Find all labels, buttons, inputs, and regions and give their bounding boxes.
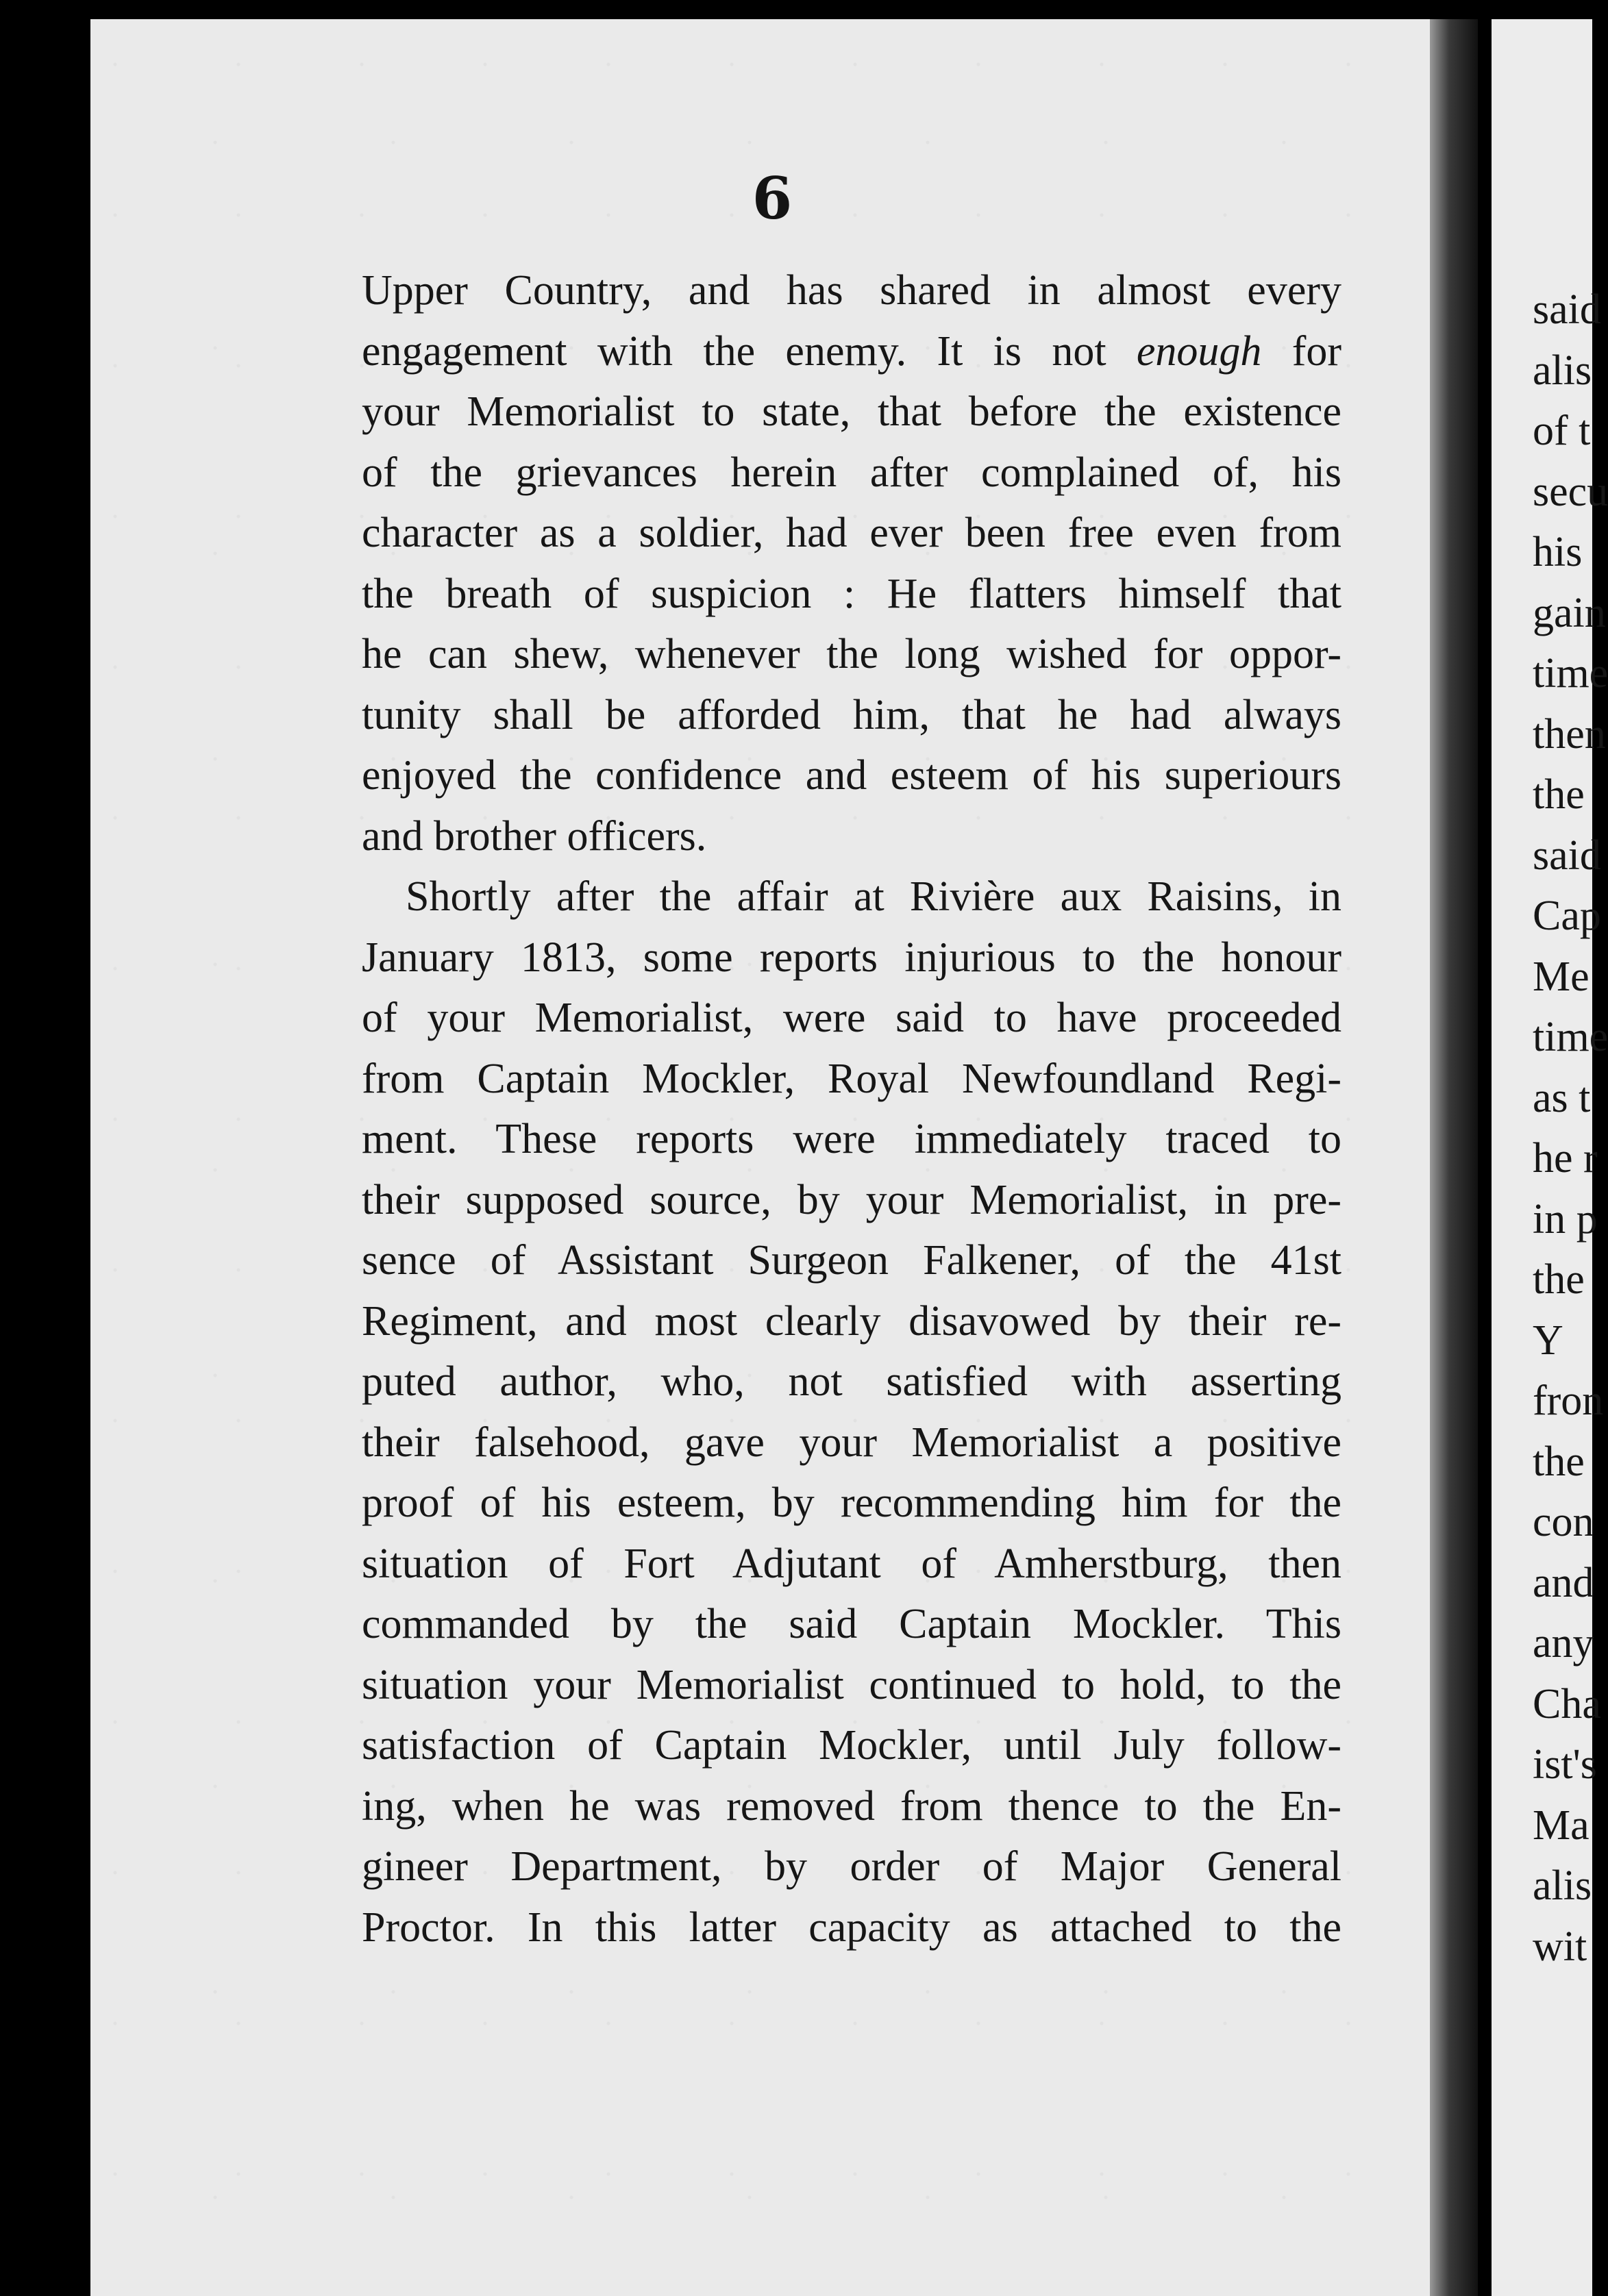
text-line: enjoyed the confidence and esteem of his superiours (362, 752, 1341, 799)
text-line: satisfaction of Captain Mockler, until July follow- (362, 1722, 1341, 1769)
page-number: 6 (752, 164, 793, 232)
text-line: engagement with the enemy. It is not enough for (362, 327, 1341, 375)
facing-line: gain (1533, 589, 1606, 636)
text-line: Shortly after the affair at Rivière aux Raisins, in (406, 873, 1341, 920)
text-line: your Memorialist to state, that before the existence (362, 388, 1341, 435)
book-gutter (1478, 19, 1492, 2296)
text-line: tunity shall be afforded him, that he had always (362, 691, 1341, 738)
facing-line: then (1533, 710, 1606, 758)
facing-line: fron (1533, 1377, 1604, 1424)
text-line: he can shew, whenever the long wished for oppor- (362, 631, 1341, 677)
facing-line: Y (1533, 1317, 1563, 1364)
text-line: situation your Memorialist continued to hold, to the (362, 1661, 1341, 1708)
text-line: situation of Fort Adjutant of Amherstburg, then (362, 1540, 1341, 1587)
facing-line: any (1533, 1620, 1594, 1667)
text-line: the breath of suspicion : He flatters himself that (362, 570, 1341, 617)
facing-line: alis (1533, 1862, 1592, 1909)
text-line: proof of his esteem, by recommending him for the (362, 1480, 1341, 1526)
text-line: and brother officers. (362, 812, 707, 860)
facing-page (1492, 19, 1608, 2296)
text-line: ing, when he was removed from thence to the En- (362, 1782, 1341, 1830)
text-line: character as a soldier, had ever been free even from (362, 510, 1341, 556)
text-line: January 1813, some reports injurious to the honour (362, 934, 1341, 981)
text-line: Proctor. In this latter capacity as attached to the (362, 1904, 1341, 1951)
text-line: their supposed source, by your Memorialist, in pre- (362, 1176, 1341, 1223)
facing-line: Me (1533, 953, 1590, 1000)
text-line: sence of Assistant Surgeon Falkener, of the 41st (362, 1237, 1341, 1284)
facing-line: ist's (1533, 1741, 1597, 1788)
facing-line: con (1533, 1499, 1594, 1545)
italic-emphasis: enough (1136, 327, 1262, 375)
facing-line: the (1533, 1438, 1585, 1485)
text-line: ment. These reports were immediately traced to (362, 1116, 1341, 1162)
text-line: of the grievances herein after complained of, his (362, 449, 1341, 496)
facing-line: secu (1533, 468, 1608, 515)
facing-line: Cap (1533, 893, 1601, 939)
facing-line: the (1533, 1256, 1585, 1303)
text-line: of your Memorialist, were said to have proceeded (362, 995, 1341, 1041)
text-line: puted author, who, not satisfied with asserting (362, 1358, 1341, 1405)
facing-line: Cha (1533, 1680, 1601, 1727)
facing-line: wit (1533, 1923, 1587, 1970)
facing-line: said (1533, 832, 1601, 879)
body-text (362, 260, 1341, 1958)
facing-line: said (1533, 286, 1601, 333)
text-line: gineer Department, by order of Major General (362, 1843, 1341, 1890)
facing-line: his (1533, 529, 1583, 575)
facing-line: in p (1533, 1195, 1598, 1243)
facing-line: and (1533, 1559, 1594, 1606)
text-line: Regiment, and most clearly disavowed by their re- (362, 1297, 1341, 1345)
facing-line: the (1533, 771, 1585, 818)
book-spine-shadow (1430, 19, 1478, 2296)
facing-line: alis (1533, 347, 1592, 394)
text-line: Upper Country, and has shared in almost every (362, 267, 1341, 314)
text-line: their falsehood, gave your Memorialist a positive (362, 1419, 1341, 1466)
facing-line: time (1533, 650, 1608, 697)
facing-line: as t (1533, 1074, 1591, 1121)
facing-line: he r (1533, 1135, 1598, 1182)
text-line: from Captain Mockler, Royal Newfoundland Regi- (362, 1055, 1341, 1102)
facing-line: Ma (1533, 1801, 1590, 1849)
facing-line: of t (1533, 408, 1591, 454)
facing-line: time (1533, 1014, 1608, 1060)
text-line: commanded by the said Captain Mockler. This (362, 1601, 1341, 1647)
facing-page-text (1533, 279, 1608, 1977)
